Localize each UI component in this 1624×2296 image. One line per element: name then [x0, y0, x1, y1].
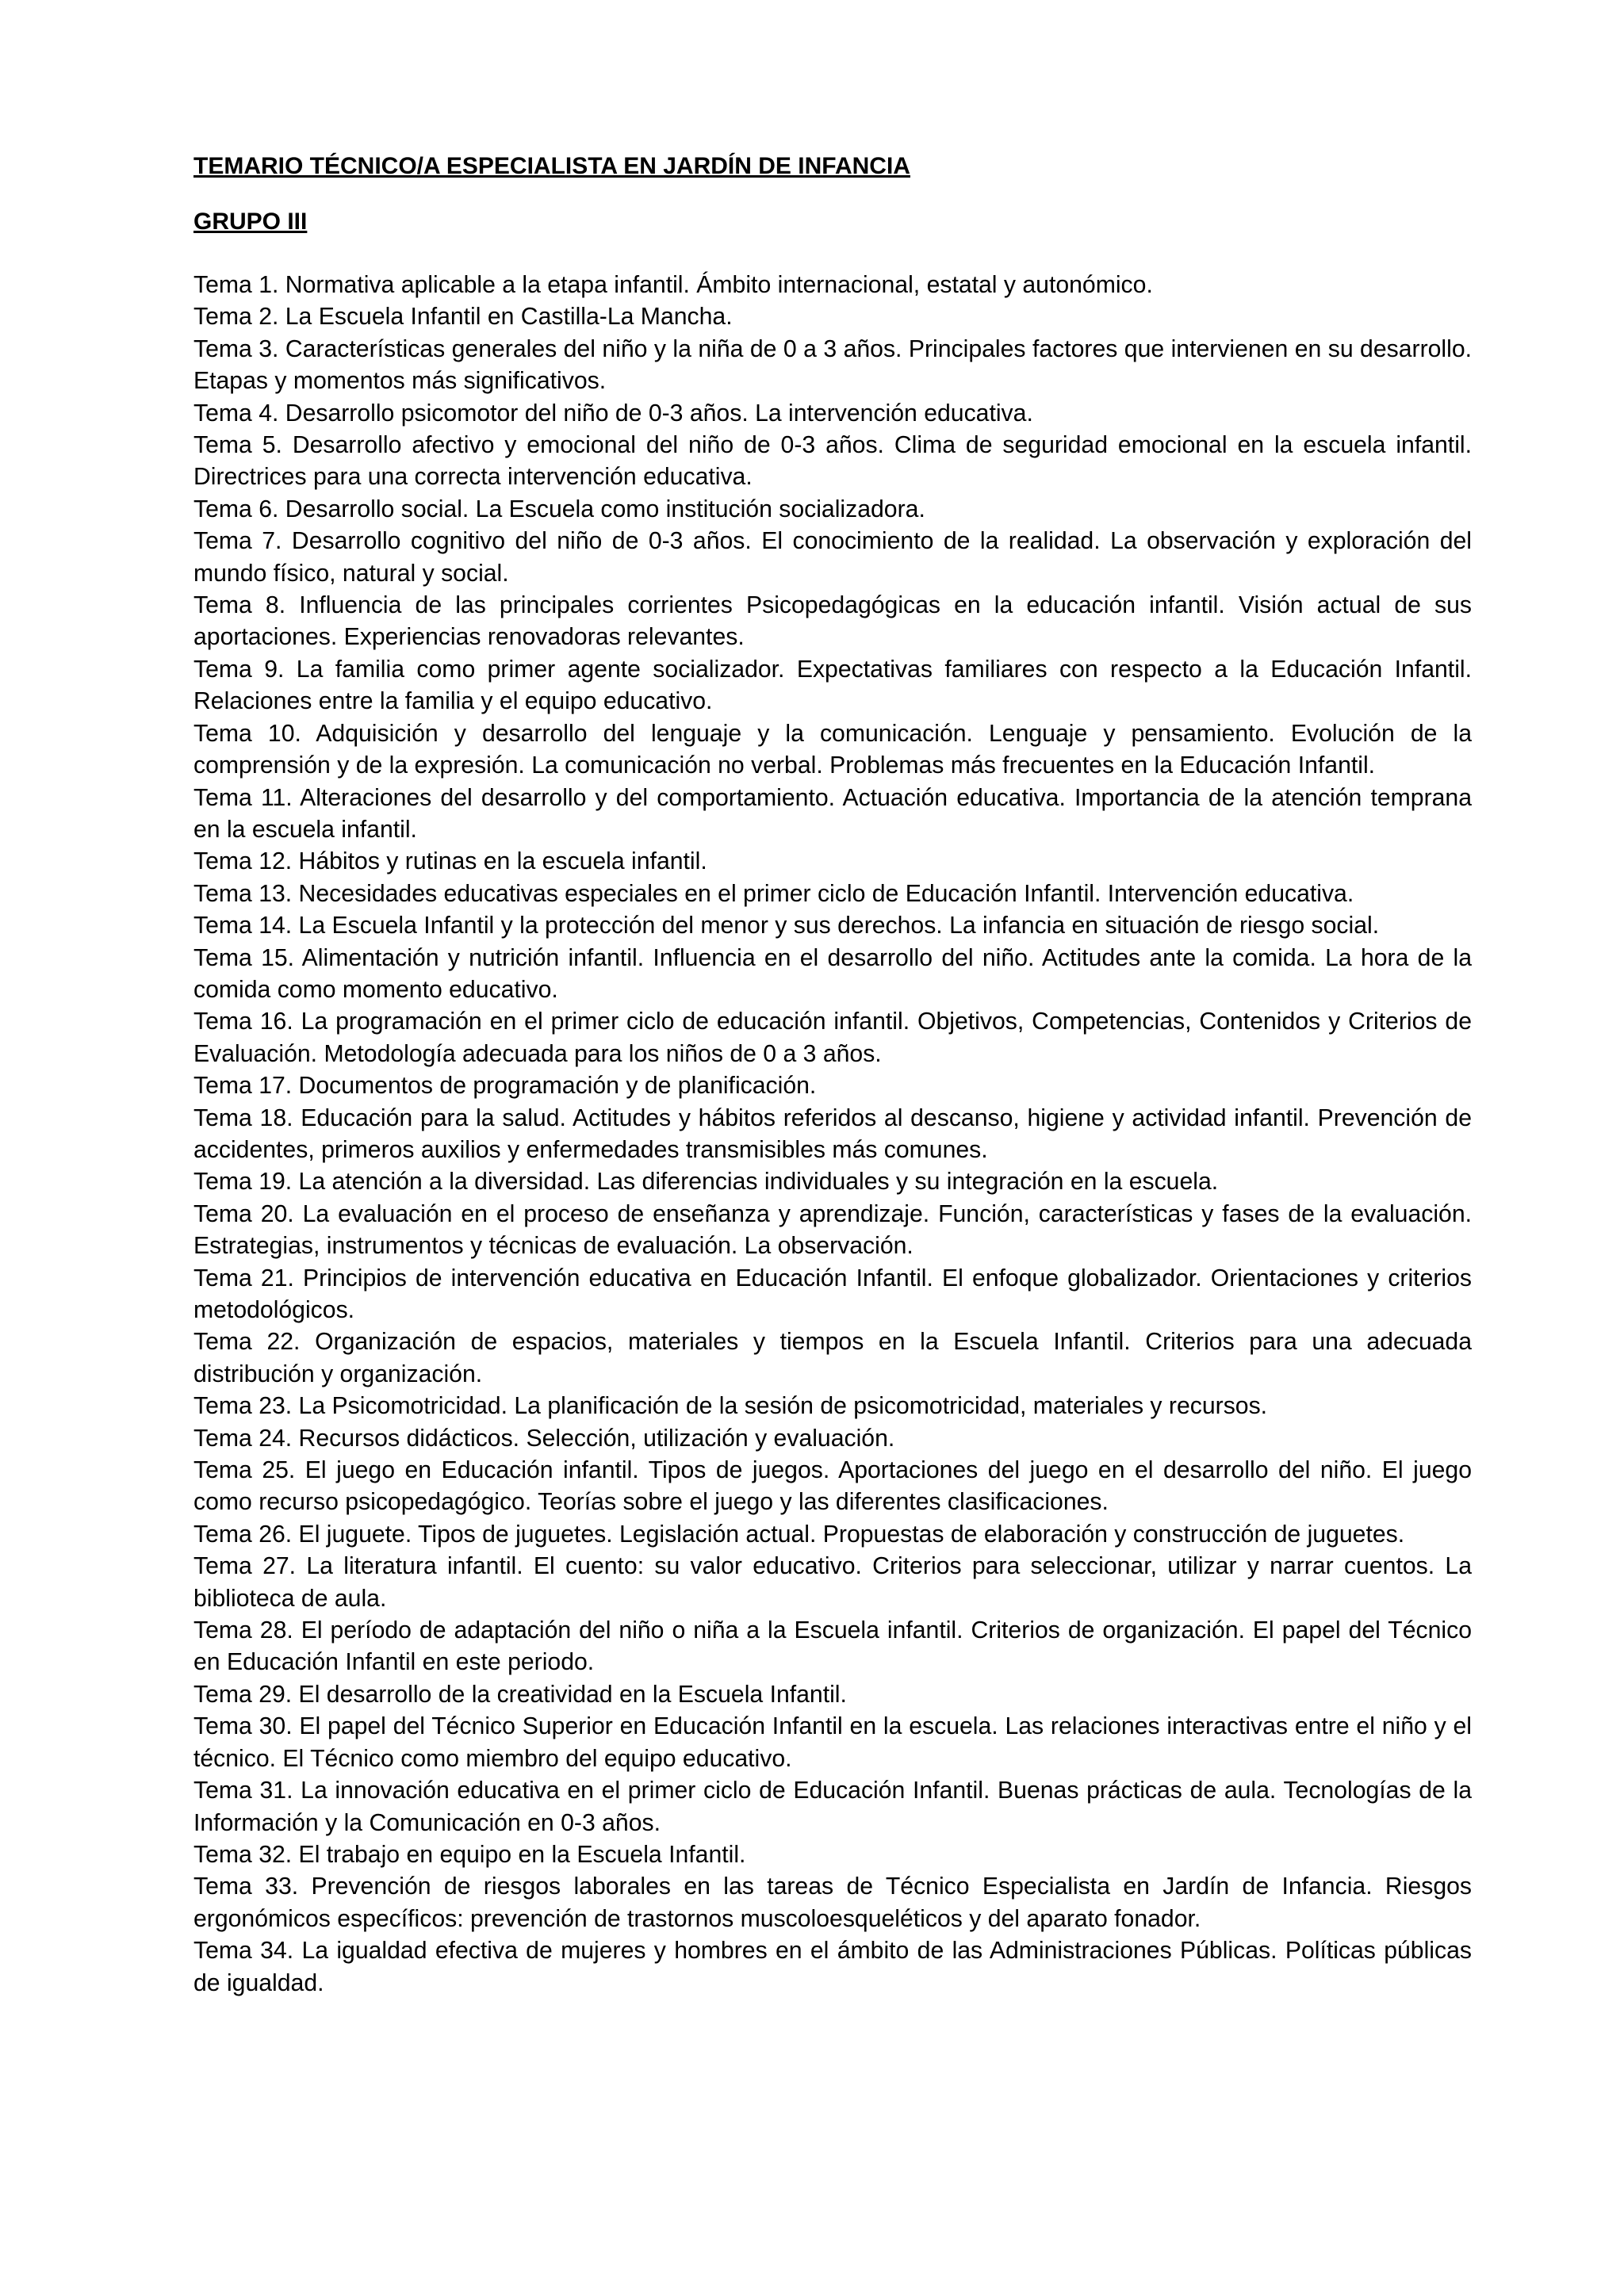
topic-item: Tema 26. El juguete. Tipos de juguetes. Legislación actual. Propuestas de elaboración y construcción de juguetes. — [193, 1521, 1405, 1548]
topic-item: Tema 9. La familia como primer agente socializador. Expectativas familiares con respecto a la Educación Infantil. Relaciones entre la familia y el equipo educativo. — [193, 656, 1472, 715]
topic-item: Tema 19. La atención a la diversidad. Las diferencias individuales y su integración en la escuela. — [193, 1169, 1219, 1196]
topic-item: Tema 14. La Escuela Infantil y la protección del menor y sus derechos. La infancia en situación de riesgo social. — [193, 913, 1380, 939]
topic-item: Tema 3. Características generales del niño y la niña de 0 a 3 años. Principales factores que intervienen en su desarrollo. Etapas y momentos más significativos. — [193, 335, 1472, 395]
topic-item: Tema 17. Documentos de programación y de planificación. — [193, 1073, 817, 1100]
topic-item: Tema 27. La literatura infantil. El cuento: su valor educativo. Criterios para seleccionar, utilizar y narrar cuentos. La biblioteca de aula. — [193, 1553, 1472, 1612]
topic-item: Tema 6. Desarrollo social. La Escuela como institución socializadora. — [193, 496, 925, 522]
topic-item: Tema 25. El juego en Educación infantil. Tipos de juegos. Aportaciones del juego en el desarrollo del niño. El juego como recurso psicopedagógico. Teorías sobre el juego y las diferentes clasificaciones. — [193, 1457, 1472, 1516]
topic-item: Tema 20. La evaluación en el proceso de enseñanza y aprendizaje. Función, características y fases de la evaluación. Estrategias, instrumentos y técnicas de evaluación. La observación. — [193, 1200, 1472, 1260]
group-heading: GRUPO III — [193, 209, 308, 235]
document-page — [193, 151, 1472, 1999]
topic-item: Tema 8. Influencia de las principales corrientes Psicopedagógicas en la educación infantil. Visión actual de sus aportaciones. Experiencias renovadoras relevantes. — [193, 592, 1472, 651]
topic-item: Tema 10. Adquisición y desarrollo del lenguaje y la comunicación. Lenguaje y pensamiento. Evolución de la comprensión y de la expresión. La comunicación no verbal. Problemas más frecuentes en la Educación Infantil. — [193, 720, 1472, 779]
topic-item: Tema 32. El trabajo en equipo en la Escuela Infantil. — [193, 1841, 746, 1868]
topic-item: Tema 2. La Escuela Infantil en Castilla-La Mancha. — [193, 304, 733, 331]
topics-list — [193, 270, 1472, 1999]
topic-item: Tema 13. Necesidades educativas especiales en el primer ciclo de Educación Infantil. Intervención educativa. — [193, 880, 1354, 907]
document-title: TEMARIO TÉCNICO/A ESPECIALISTA EN JARDÍN DE INFANCIA — [193, 153, 910, 179]
topic-item: Tema 7. Desarrollo cognitivo del niño de 0-3 años. El conocimiento de la realidad. La observación y exploración del mundo físico, natural y social. — [193, 528, 1472, 587]
topic-item: Tema 23. La Psicomotricidad. La planificación de la sesión de psicomotricidad, materiales y recursos. — [193, 1393, 1268, 1420]
topic-item: Tema 30. El papel del Técnico Superior en Educación Infantil en la escuela. Las relaciones interactivas entre el niño y el técnico. El Técnico como miembro del equipo educativo. — [193, 1713, 1472, 1772]
topic-item: Tema 28. El período de adaptación del niño o niña a la Escuela infantil. Criterios de organización. El papel del Técnico en Educación Infantil en este periodo. — [193, 1617, 1472, 1676]
topic-item: Tema 29. El desarrollo de la creatividad en la Escuela Infantil. — [193, 1681, 847, 1708]
topic-item: Tema 31. La innovación educativa en el primer ciclo de Educación Infantil. Buenas prácticas de aula. Tecnologías de la Información y la Comunicación en 0-3 años. — [193, 1777, 1472, 1836]
topic-item: Tema 16. La programación en el primer ciclo de educación infantil. Objetivos, Competencias, Contenidos y Criterios de Evaluación. Metodología adecuada para los niños de 0 a 3 años. — [193, 1008, 1472, 1067]
topic-item: Tema 21. Principios de intervención educativa en Educación Infantil. El enfoque globalizador. Orientaciones y criterios metodológicos. — [193, 1265, 1472, 1323]
topic-item: Tema 12. Hábitos y rutinas en la escuela infantil. — [193, 848, 707, 875]
topic-item: Tema 11. Alteraciones del desarrollo y del comportamiento. Actuación educativa. Importancia de la atención temprana en la escuela infantil. — [193, 784, 1472, 843]
topic-item: Tema 18. Educación para la salud. Actitudes y hábitos referidos al descanso, higiene y actividad infantil. Prevención de accidentes, primeros auxilios y enfermedades transmisibles más comunes. — [193, 1104, 1472, 1163]
topic-item: Tema 33. Prevención de riesgos laborales en las tareas de Técnico Especialista en Jardín de Infancia. Riesgos ergonómicos específicos: prevención de trastornos muscoloesqueléticos y del aparato fonador. — [193, 1873, 1472, 1932]
topic-item: Tema 1. Normativa aplicable a la etapa infantil. Ámbito internacional, estatal y autonómico. — [193, 272, 1153, 298]
topic-item: Tema 5. Desarrollo afectivo y emocional del niño de 0-3 años. Clima de seguridad emocional en la escuela infantil. Directrices para una correcta intervención educativa. — [193, 432, 1472, 491]
topic-item: Tema 22. Organización de espacios, materiales y tiempos en la Escuela Infantil. Criterios para una adecuada distribución y organización. — [193, 1329, 1472, 1387]
topic-item: Tema 24. Recursos didácticos. Selección, utilización y evaluación. — [193, 1425, 895, 1452]
topic-item: Tema 34. La igualdad efectiva de mujeres y hombres en el ámbito de las Administraciones Públicas. Políticas públicas de igualdad. — [193, 1938, 1472, 1996]
topic-item: Tema 15. Alimentación y nutrición infantil. Influencia en el desarrollo del niño. Actitudes ante la comida. La hora de la comida como momento educativo. — [193, 944, 1472, 1003]
topic-item: Tema 4. Desarrollo psicomotor del niño de 0-3 años. La intervención educativa. — [193, 400, 1033, 427]
